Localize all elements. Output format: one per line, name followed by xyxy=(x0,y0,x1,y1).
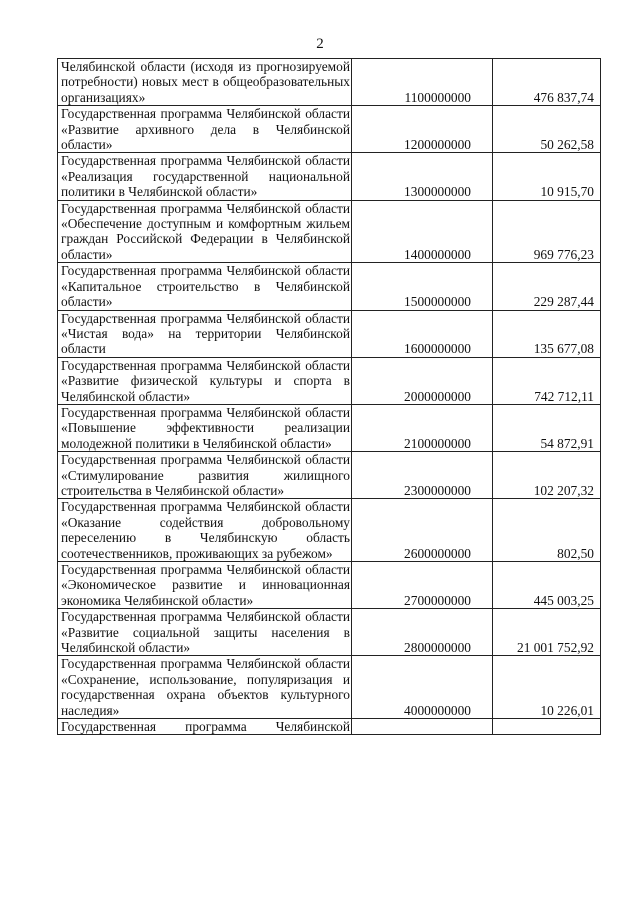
amount-cell xyxy=(493,719,601,735)
table-row xyxy=(58,562,601,609)
amount-cell: 54 872,91 xyxy=(493,404,601,451)
amount-cell: 742 712,11 xyxy=(493,357,601,404)
table-row xyxy=(58,656,601,719)
program-name-cell: Государственная программа Челябинской области «Реализация государственной национальной политики в Челябинской области» xyxy=(58,153,352,200)
program-name-cell: Государственная программа Челябинской области «Экономическое развитие и инновационная экономика Челябинской области» xyxy=(58,562,352,609)
program-name-cell: Государственная программа Челябинской области «Развитие архивного дела в Челябинской области» xyxy=(58,106,352,153)
program-name-cell: Государственная программа Челябинской области «Развитие социальной защиты населения в Челябинской области» xyxy=(58,609,352,656)
table-row xyxy=(58,609,601,656)
program-code-cell: 2800000000 xyxy=(352,609,493,656)
program-code-cell: 2100000000 xyxy=(352,404,493,451)
program-name-cell: Челябинской области (исходя из прогнозируемой потребности) новых мест в общеобразовательных организациях» xyxy=(58,59,352,106)
program-code-cell: 2000000000 xyxy=(352,357,493,404)
program-name-cell: Государственная программа Челябинской области «Чистая вода» на территории Челябинской области xyxy=(58,310,352,357)
program-code-cell: 2300000000 xyxy=(352,452,493,499)
amount-cell: 50 262,58 xyxy=(493,106,601,153)
amount-cell: 10 226,01 xyxy=(493,656,601,719)
table-row xyxy=(58,200,601,263)
program-code-cell: 1200000000 xyxy=(352,106,493,153)
amount-cell: 476 837,74 xyxy=(493,59,601,106)
table-row xyxy=(58,499,601,562)
budget-table-body xyxy=(58,59,601,735)
program-code-cell xyxy=(352,719,493,735)
table-row xyxy=(58,404,601,451)
amount-cell: 10 915,70 xyxy=(493,153,601,200)
program-code-cell: 2600000000 xyxy=(352,499,493,562)
table-row xyxy=(58,452,601,499)
amount-cell: 969 776,23 xyxy=(493,200,601,263)
program-code-cell: 1300000000 xyxy=(352,153,493,200)
program-name-cell: Государственная программа Челябинской xyxy=(58,719,352,735)
program-name-cell: Государственная программа Челябинской области «Сохранение, использование, популяризация и государственная охрана объектов культурного наследия» xyxy=(58,656,352,719)
program-code-cell: 1600000000 xyxy=(352,310,493,357)
page-number: 2 xyxy=(316,36,324,52)
table-row xyxy=(58,59,601,106)
amount-cell: 102 207,32 xyxy=(493,452,601,499)
amount-cell: 445 003,25 xyxy=(493,562,601,609)
table-row xyxy=(58,153,601,200)
program-code-cell: 4000000000 xyxy=(352,656,493,719)
table-row xyxy=(58,357,601,404)
program-name-cell: Государственная программа Челябинской области «Стимулирование развития жилищного строительства в Челябинской области» xyxy=(58,452,352,499)
amount-cell: 802,50 xyxy=(493,499,601,562)
budget-table xyxy=(57,58,601,735)
program-code-cell: 1500000000 xyxy=(352,263,493,310)
amount-cell: 135 677,08 xyxy=(493,310,601,357)
program-name-cell: Государственная программа Челябинской области «Капитальное строительство в Челябинской области» xyxy=(58,263,352,310)
program-name-cell: Государственная программа Челябинской области «Оказание содействия добровольному переселению в Челябинскую область соотечественников, проживающих за рубежом» xyxy=(58,499,352,562)
program-name-cell: Государственная программа Челябинской области «Обеспечение доступным и комфортным жильем граждан Российской Федерации в Челябинской области» xyxy=(58,200,352,263)
program-code-cell: 1100000000 xyxy=(352,59,493,106)
table-row xyxy=(58,719,601,735)
program-code-cell: 2700000000 xyxy=(352,562,493,609)
program-code-cell: 1400000000 xyxy=(352,200,493,263)
table-row xyxy=(58,106,601,153)
table-row xyxy=(58,310,601,357)
amount-cell: 229 287,44 xyxy=(493,263,601,310)
amount-cell: 21 001 752,92 xyxy=(493,609,601,656)
program-name-cell: Государственная программа Челябинской области «Развитие физической культуры и спорта в Челябинской области» xyxy=(58,357,352,404)
table-row xyxy=(58,263,601,310)
program-name-cell: Государственная программа Челябинской области «Повышение эффективности реализации молодежной политики в Челябинской области» xyxy=(58,404,352,451)
